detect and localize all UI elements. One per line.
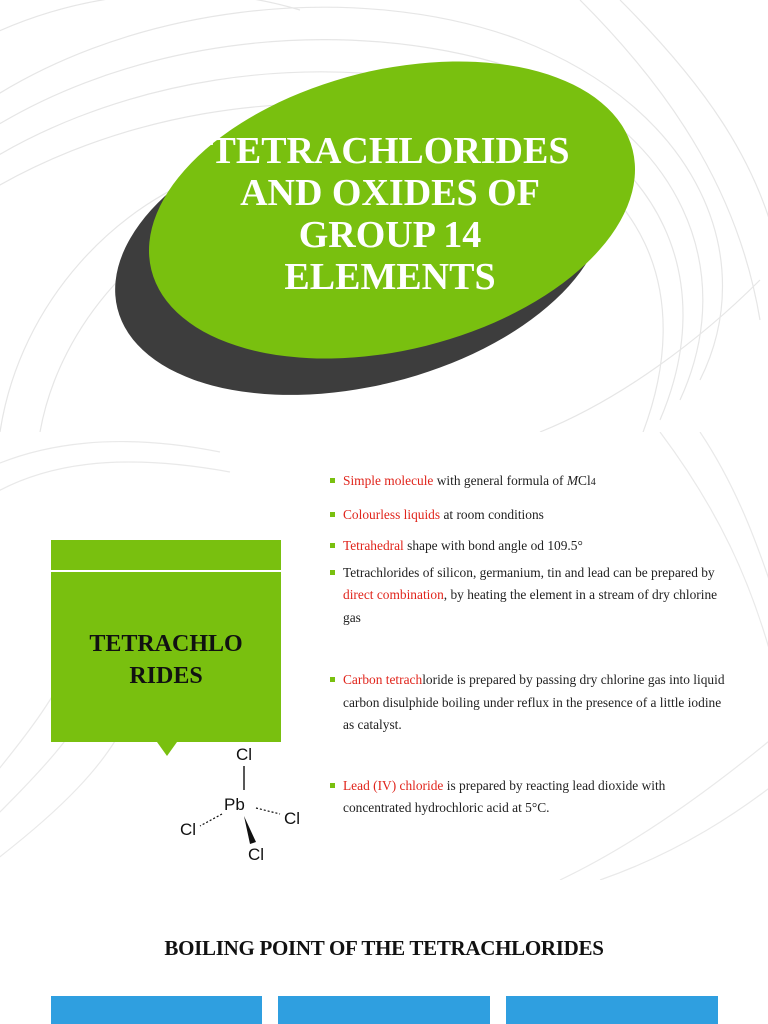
bullet-text: Tetrachlorides of silicon, germanium, tin and lead can be prepared by bbox=[343, 564, 715, 580]
slide-title: BOILING POINT OF THE TETRACHLORIDES bbox=[164, 936, 604, 960]
boiling-point-slide bbox=[0, 880, 768, 1024]
formula-italic: M bbox=[566, 473, 579, 488]
pbcl4-structure-diagram bbox=[160, 732, 320, 862]
bullet-text: loride is prepared by passing dry chlorine gas into liquid carbon disulphide boiling under reflux in the presence of a little iodine as catalyst. bbox=[343, 672, 725, 732]
bullet-icon bbox=[330, 512, 335, 517]
bullet-text: with general formula of bbox=[433, 473, 567, 488]
bullet-icon bbox=[330, 783, 335, 788]
list-item bbox=[330, 535, 730, 558]
list-item bbox=[330, 669, 730, 737]
bullet-text: shape with bond angle od 109.5° bbox=[403, 538, 583, 553]
list-item bbox=[330, 775, 730, 820]
data-card bbox=[506, 996, 718, 1024]
title-line: AND OXIDES OF bbox=[240, 172, 540, 214]
bullet-text: is prepared by reacting lead dioxide with concentrated hydrochloric acid at 5°C. bbox=[343, 777, 666, 815]
atom-label-left: Cl bbox=[180, 820, 197, 839]
highlight-text: Lead (IV) chloride bbox=[343, 777, 444, 793]
section-title-box bbox=[51, 540, 281, 742]
highlight-text: direct combination bbox=[343, 587, 444, 602]
highlight-text: Simple molecule bbox=[343, 473, 434, 488]
formula-text: Cl bbox=[578, 473, 591, 488]
atom-label-top: Cl bbox=[236, 745, 253, 764]
presentation-title bbox=[170, 130, 610, 298]
highlight-text: Tetrahedral bbox=[343, 538, 404, 553]
title-line: TETRACHLORIDES bbox=[210, 130, 570, 172]
list-item bbox=[330, 470, 730, 495]
bullet-text: at room conditions bbox=[440, 506, 544, 522]
title-line: ELEMENTS bbox=[284, 256, 496, 298]
bullet-icon bbox=[330, 677, 335, 682]
section-title-line: TETRACHLO bbox=[89, 631, 243, 657]
list-item bbox=[330, 504, 730, 527]
divider bbox=[51, 570, 281, 572]
highlight-text: Colourless liquids bbox=[343, 506, 441, 522]
data-card bbox=[278, 996, 490, 1024]
list-item bbox=[330, 562, 730, 630]
title-line: GROUP 14 bbox=[298, 214, 482, 256]
atom-label-bottom: Cl bbox=[248, 845, 265, 862]
bullet-text: , by heating the element in a stream of dry chlorine gas bbox=[343, 587, 718, 625]
bullet-list bbox=[330, 470, 730, 820]
hashed-bond bbox=[256, 808, 280, 814]
atom-label-center: Pb bbox=[224, 795, 245, 814]
section-title bbox=[51, 628, 281, 692]
section-title-line: RIDES bbox=[129, 663, 203, 689]
atom-label-right: Cl bbox=[284, 809, 301, 828]
data-card bbox=[51, 996, 262, 1024]
highlight-text: Carbon tetrach bbox=[343, 672, 423, 687]
title-slide bbox=[0, 0, 768, 432]
bullet-icon bbox=[330, 570, 335, 575]
hashed-bond bbox=[200, 814, 222, 826]
wedge-bond bbox=[244, 816, 256, 844]
formula-subscript: 4 bbox=[590, 477, 596, 488]
bullet-icon bbox=[330, 478, 335, 483]
bullet-icon bbox=[330, 543, 335, 548]
tetrachlorides-slide bbox=[0, 432, 768, 880]
